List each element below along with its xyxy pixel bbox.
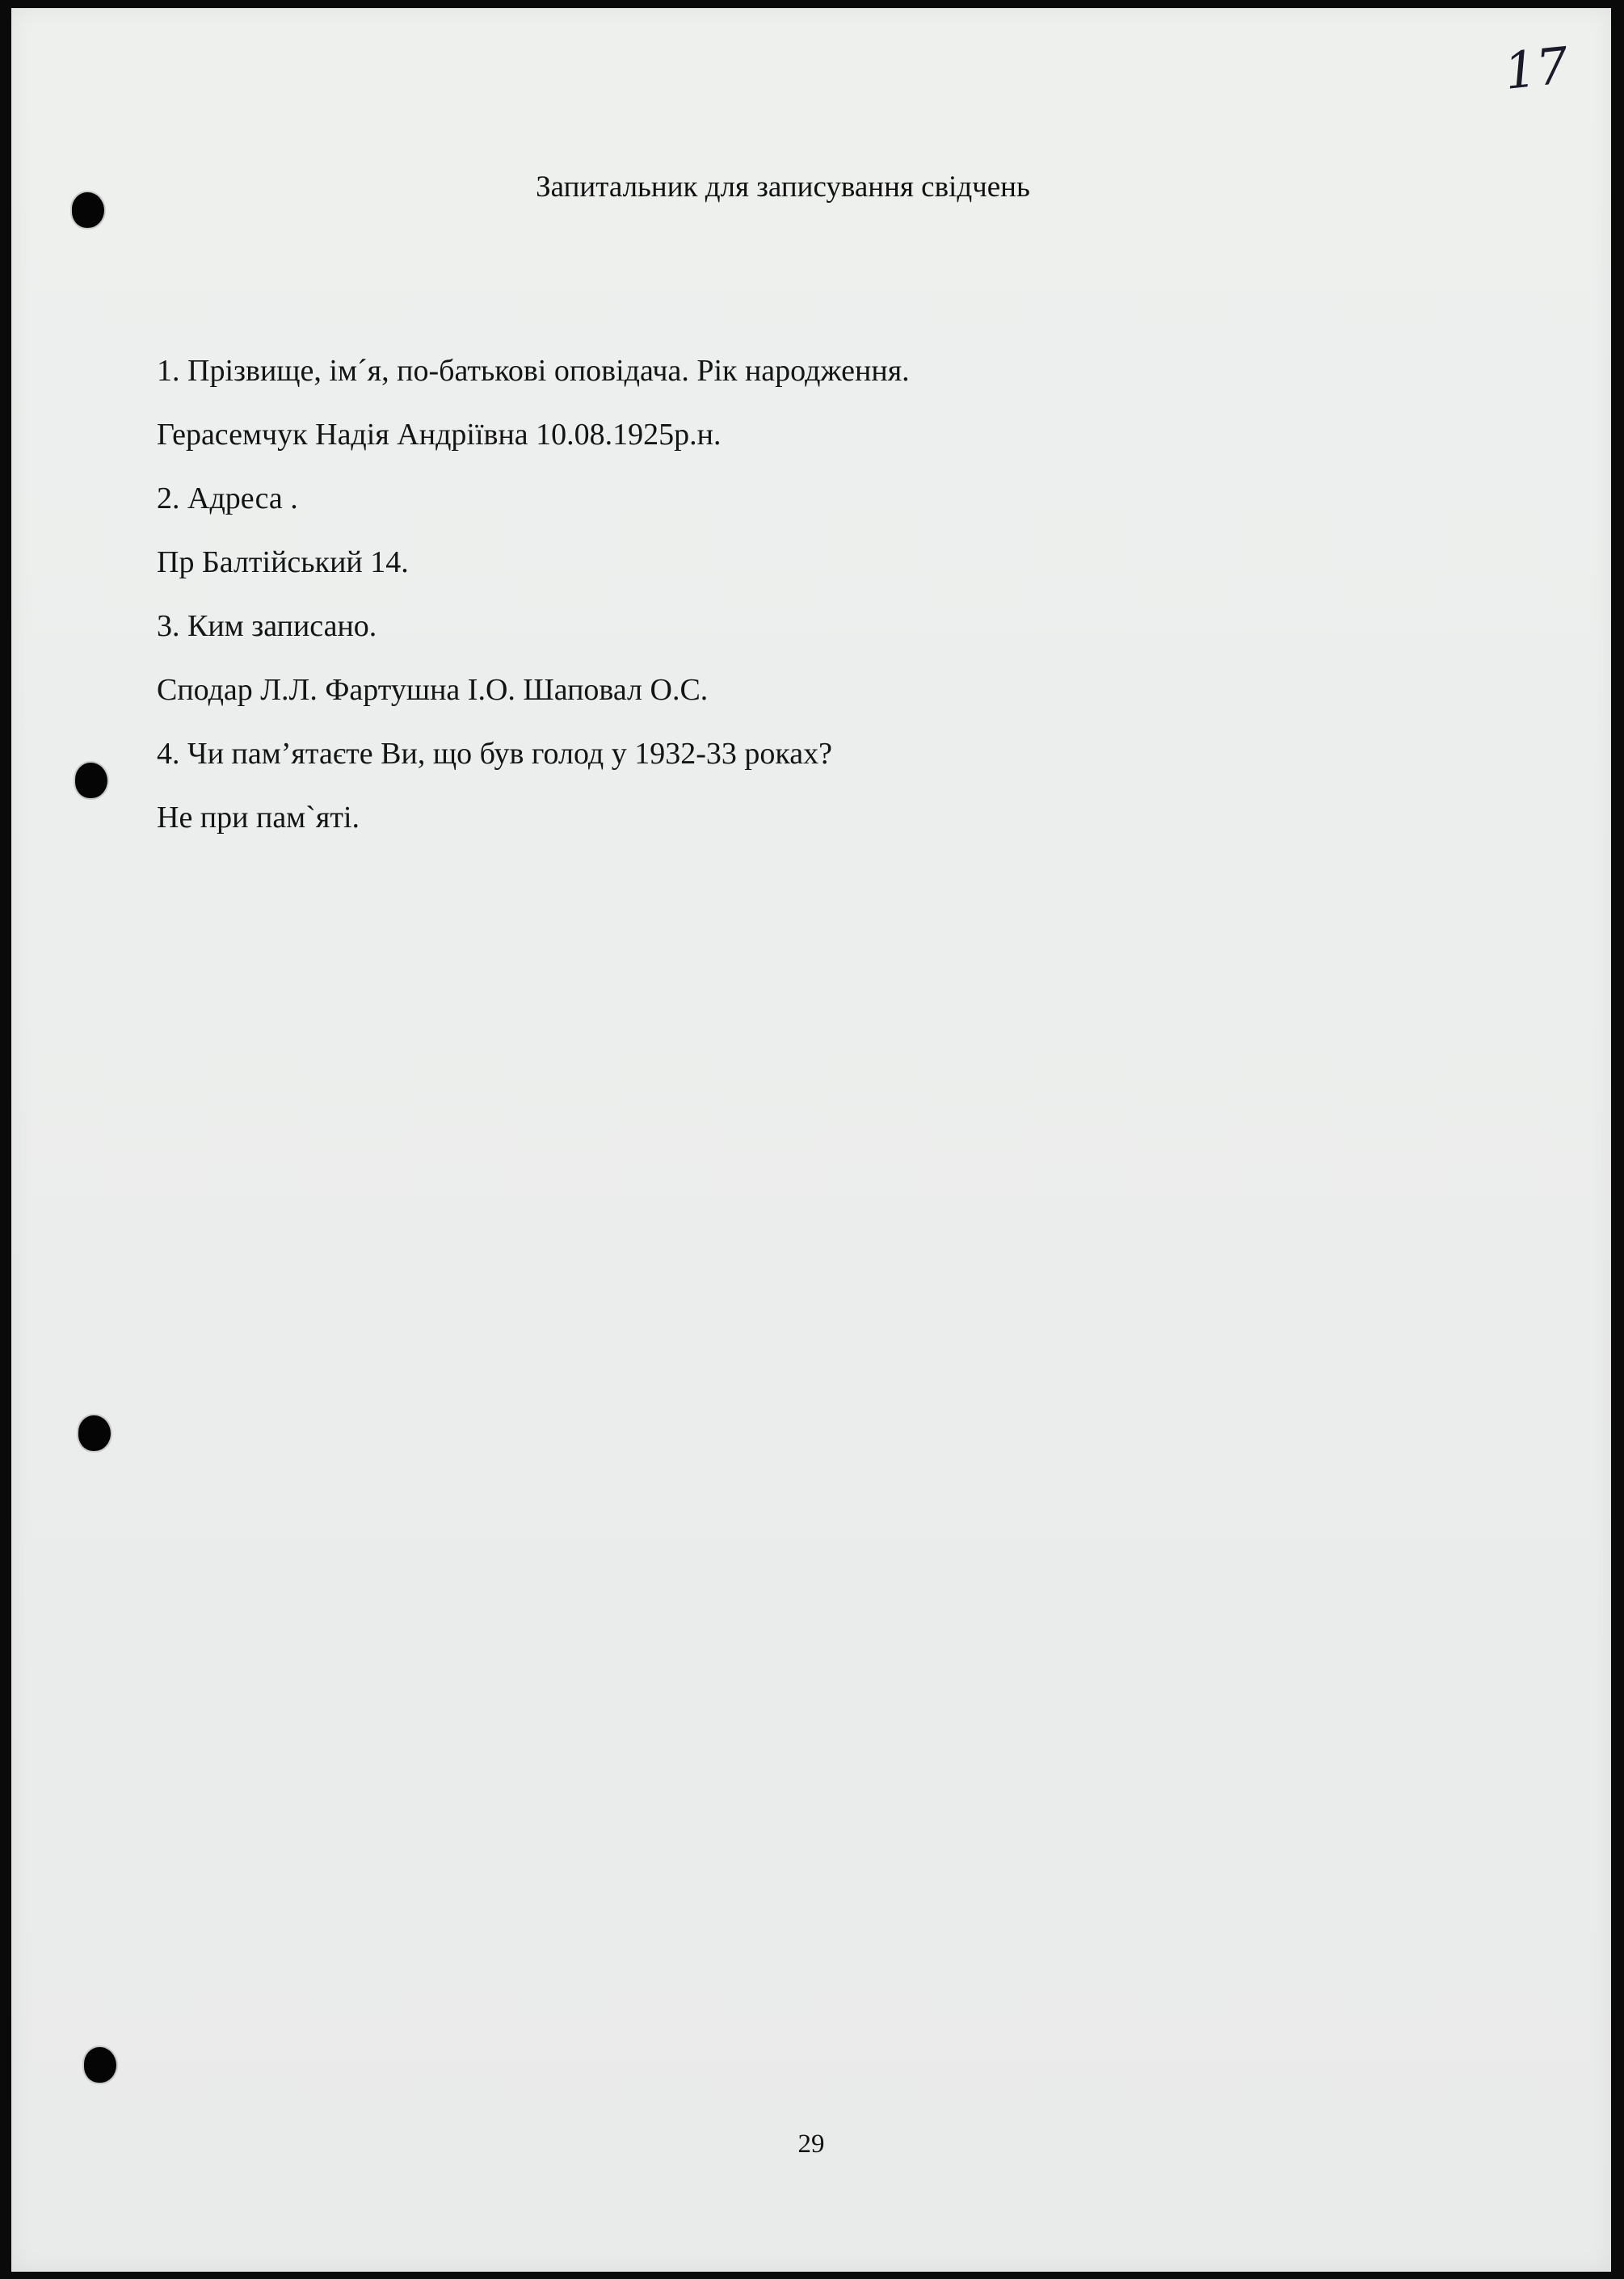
document-title — [11, 170, 1611, 204]
answer-1: Герасемчук Надія Андріївна 10.08.1925р.н. — [157, 418, 722, 452]
question-2: 2. Адреса . — [157, 481, 298, 515]
question-4: 4. Чи пам’ятаєте Ви, що був голод у 1932-33 роках? — [157, 737, 833, 771]
question-3: 3. Ким записано. — [157, 609, 377, 643]
answer-3: Сподар Л.Л. Фартушна І.О. Шаповал О.С. — [157, 673, 709, 707]
punch-hole — [75, 763, 107, 798]
punch-hole — [84, 2047, 116, 2083]
question-1: 1. Прізвище, ім´я, по-батькові оповідача. Рік народження. — [157, 354, 910, 388]
punch-hole — [78, 1415, 111, 1451]
page-number: 29 — [797, 2130, 825, 2159]
handwritten-page-mark: 17 — [1501, 36, 1571, 101]
document-title-text: Запитальник для записування свідчень — [536, 170, 1030, 204]
answer-2: Пр Балтійський 14. — [157, 545, 409, 579]
answer-4: Не при пам`яті. — [157, 801, 360, 835]
questionnaire-body — [157, 339, 1369, 850]
paper-sheet — [11, 8, 1611, 2272]
